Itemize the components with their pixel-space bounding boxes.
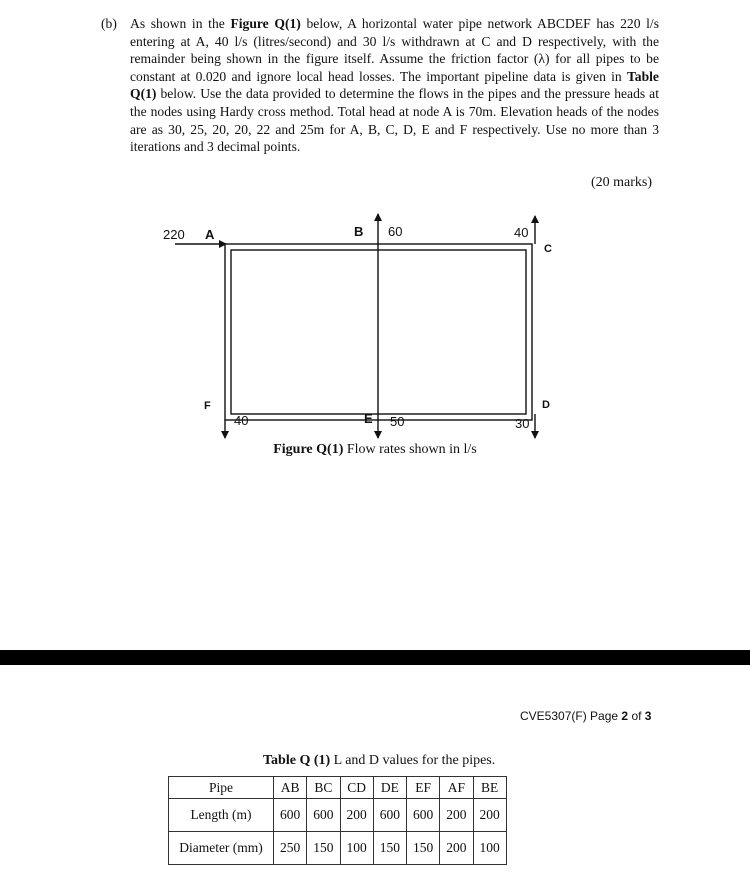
figure-caption-label: Figure Q(1) <box>273 442 344 457</box>
table-cell: 150 <box>373 832 406 865</box>
node-label-C: C <box>544 243 552 255</box>
question-label: (b) <box>101 16 117 31</box>
question-part-a: below, A horizontal water pipe network ABCDEF has 220 l/s entering at A, 40 l/s (litres/second) and 30 l/s withdrawn at C and D respectively, with the remainder being shown in the figure itself. Assume the friction factor (λ) for all pipes to be constant at 0.020 and ignore local head losses. The important pipeline data is given in <box>130 16 659 84</box>
node-label-F: F <box>204 400 211 412</box>
flow-value-B: 60 <box>388 224 403 239</box>
table-cell: 600 <box>274 799 307 832</box>
table-cell: CD <box>340 777 373 799</box>
table-cell: EF <box>407 777 440 799</box>
question-part-b: below. Use the data provided to determine the flows in the pipes and the pressure heads at the nodes using Hardy cross method. Total head at node A is 70m. Elevation heads of the nodes are as 30, 25, 20, 20, 22 and 25m for A, B, C, D, E and F respectively. Use no more than 3 iterations and 3 decimal points. <box>130 86 659 155</box>
marks-label: (20 marks) <box>590 175 652 190</box>
flow-value-D: 30 <box>515 416 530 431</box>
table-cell: 200 <box>440 799 473 832</box>
table-cell: Diameter (mm) <box>169 832 274 865</box>
exam-page-2 <box>0 665 750 887</box>
table-caption-label: Table Q (1) <box>263 753 331 768</box>
figure-caption <box>0 442 750 458</box>
inflow-value-A: 220 <box>163 227 185 242</box>
table-cell: 150 <box>307 832 340 865</box>
node-label-E: E <box>364 411 373 426</box>
table-cell: DE <box>373 777 406 799</box>
question-intro: As shown in the <box>130 16 225 31</box>
footer-total-pages: 3 <box>644 709 652 723</box>
table-cell: Pipe <box>169 777 274 799</box>
pipe-data-table <box>168 776 507 865</box>
footer-of: of <box>631 709 642 723</box>
flow-value-E: 50 <box>390 414 405 429</box>
node-label-D: D <box>542 399 550 411</box>
table-caption-text: L and D values for the pipes. <box>333 753 496 768</box>
table-cell: 600 <box>373 799 406 832</box>
table-cell: 200 <box>340 799 373 832</box>
table-cell: 600 <box>407 799 440 832</box>
flow-value-C: 40 <box>514 225 529 240</box>
flow-value-F: 40 <box>234 413 249 428</box>
table-row-diameter <box>169 832 507 865</box>
table-cell: 100 <box>340 832 373 865</box>
figure-caption-text: Flow rates shown in l/s <box>346 442 477 457</box>
table-cell: AF <box>440 777 473 799</box>
table-cell: 200 <box>440 832 473 865</box>
table-cell: 250 <box>274 832 307 865</box>
table-header-row <box>169 777 507 799</box>
table-cell: 200 <box>473 799 506 832</box>
node-label-B: B <box>354 224 364 239</box>
table-caption <box>263 753 495 769</box>
footer-page-number: 2 <box>621 709 629 723</box>
table-cell: BC <box>307 777 340 799</box>
table-cell: 100 <box>473 832 506 865</box>
table-cell: 600 <box>307 799 340 832</box>
table-reference: Table Q(1) <box>130 68 659 102</box>
table-cell: Length (m) <box>169 799 274 832</box>
table-cell: 150 <box>407 832 440 865</box>
table-cell: BE <box>473 777 506 799</box>
table-cell: AB <box>274 777 307 799</box>
node-label-A: A <box>205 227 215 242</box>
table-row-length <box>169 799 507 832</box>
footer-prefix: CVE5307(F) Page <box>520 709 619 723</box>
figure-reference: Figure Q(1) <box>230 16 301 31</box>
page-footer <box>520 709 651 723</box>
